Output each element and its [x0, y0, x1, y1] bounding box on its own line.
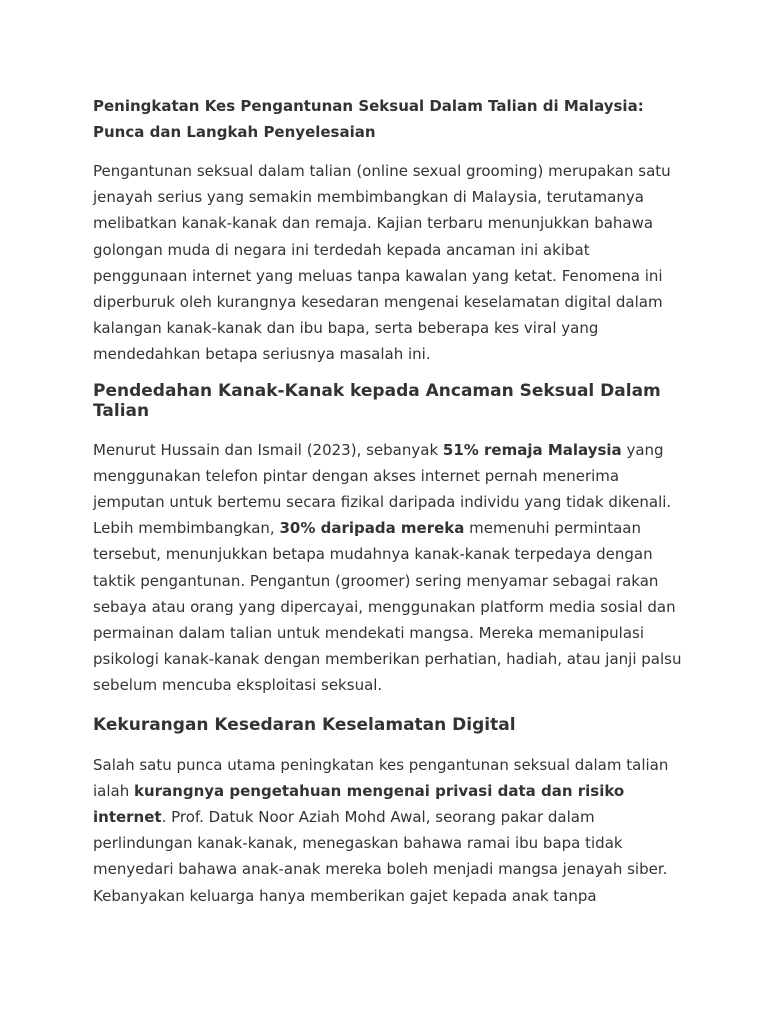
awareness-paragraph	[93, 752, 683, 909]
section-heading-exposure: Pendedahan Kanak-Kanak kepada Ancaman Seksual Dalam Talian	[93, 380, 661, 421]
text-run: Salah satu punca utama peningkatan kes pengantunan seksual dalam talian ialah	[93, 755, 669, 800]
text-run: memenuhi permintaan tersebut, menunjukkan betapa mudahnya kanak-kanak terpedaya dengan taktik pengantunan. Pengantun (groomer) sering menyamar sebagai rakan sebaya atau orang yang dipercayai, menggunakan platform media sosial dan permainan dalam talian untuk mendekati mangsa. Mereka memanipulasi psikologi kanak-kanak dengan memberikan perhatian, hadiah, atau janji palsu sebelum mencuba eksploitasi seksual.	[93, 519, 682, 695]
text-run: yang menggunakan telefon pintar dengan akses internet pernah menerima jemputan untuk bertemu secara fizikal daripada individu yang tidak dikenali. Lebih membimbangkan,	[93, 440, 672, 538]
intro-paragraph: Pengantunan seksual dalam talian (online sexual grooming) merupakan satu jenayah serius yang semakin membimbangkan di Malaysia, terutamanya melibatkan kanak-kanak dan remaja. Kajian terbaru menunjukkan bahawa golongan muda di negara ini terdedah kepada ancaman ini akibat penggunaan internet yang meluas tanpa kawalan yang ketat. Fenomena ini diperburuk oleh kurangnya kesedaran mengenai keselamatan digital dalam kalangan kanak-kanak dan ibu bapa, serta beberapa kes viral yang mendedahkan betapa seriusnya masalah ini.	[93, 162, 671, 364]
exposure-paragraph	[93, 437, 683, 699]
text-run: Menurut Hussain dan Ismail (2023), sebanyak	[93, 440, 443, 459]
bold-statistic: 30% daripada mereka	[279, 519, 465, 538]
document-page	[93, 93, 683, 909]
text-run: . Prof. Datuk Noor Aziah Mohd Awal, seorang pakar dalam perlindungan kanak-kanak, menegaskan bahawa ramai ibu bapa tidak menyedari bahawa anak-anak mereka boleh menjadi mangsa jenayah siber. Kebanyakan keluarga hanya memberikan gajet kepada anak tanpa	[93, 808, 668, 905]
bold-phrase: kurangnya pengetahuan mengenai privasi data dan risiko internet	[93, 781, 625, 827]
section-heading-awareness: Kekurangan Kesedaran Keselamatan Digital	[93, 714, 516, 735]
document-title: Peningkatan Kes Pengantunan Seksual Dalam Talian di Malaysia: Punca dan Langkah Penyelesaian	[93, 97, 644, 141]
bold-statistic: 51% remaja Malaysia	[442, 440, 622, 459]
